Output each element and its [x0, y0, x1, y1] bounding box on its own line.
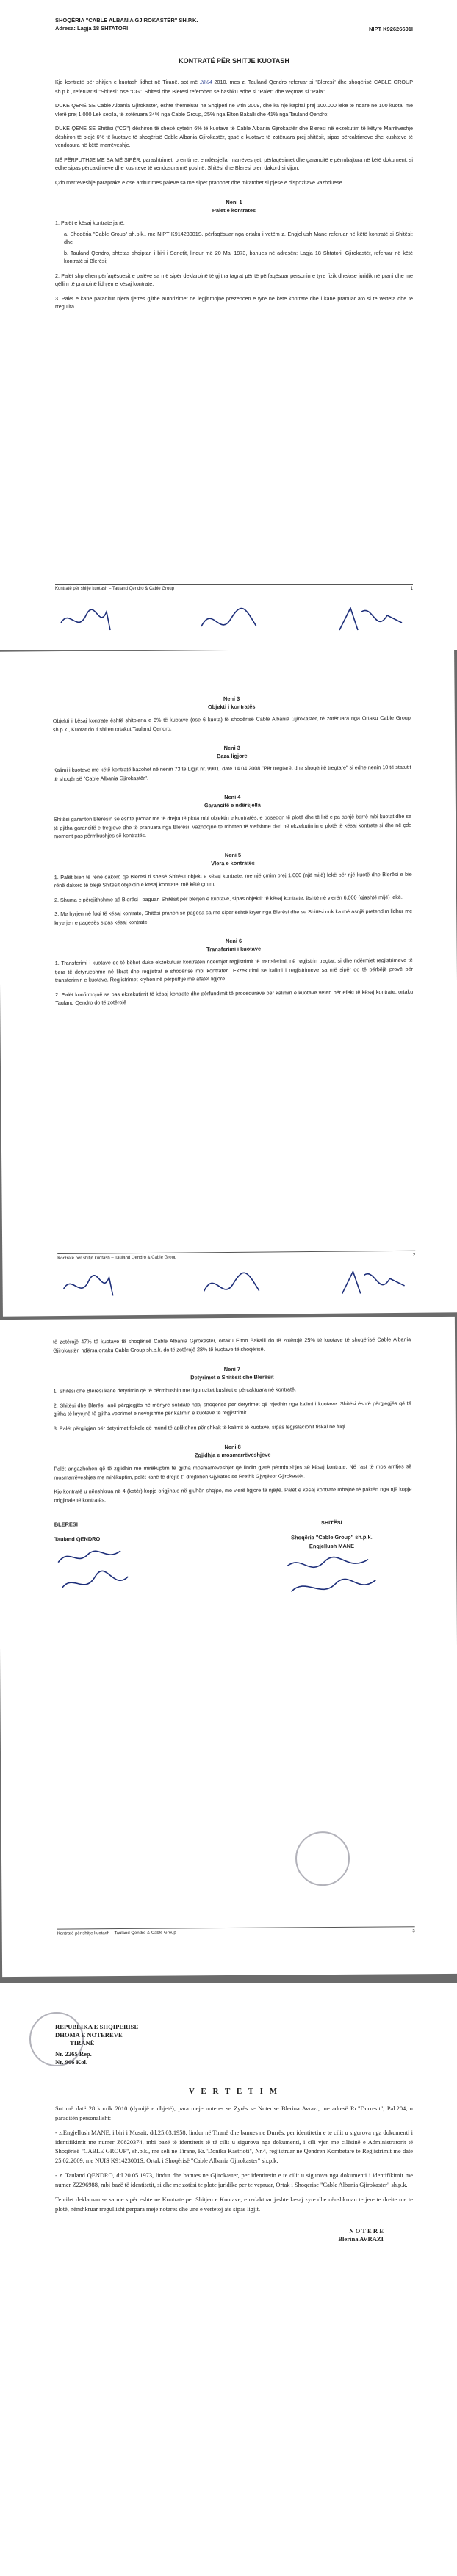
article-1-item-b: b. Tauland Qendro, shtetas shqiptar, i biri i Senetit, lindur më 20 Maj 1973, banues në adresën: Lagja 18 Shtatori, Gjirokastër, referuar në këtë kontratë si Blerësi; — [64, 249, 413, 264]
article-1-intro: 1. Palët e kësaj kontrate janë: — [55, 220, 125, 226]
intro-paragraph: Kjo kontratë për shitjen e kuotash lidhet në Tiranë, sot më 28.04 2010, mes z. Tauland Qendro referuar si "Bleresi" dhe shoqërisë CABLE GROUP sh.p.k., referuar si "Shitësi" ose "CG". Shitësi dhe Bleresi referohen së bashku edhe si "Palët" dhe veçmas si "Pala". — [55, 79, 414, 95]
article-7-item-2: 2. Shitësi dhe Blerësi janë përgjegjës në mënyrë solidale ndaj shoqërisë për detyrimet që rrjedhin nga kalimi i kuotave. Shitësi është përgjegjës që të gjitha të kryejnë të gjitha veprimet e nevojshme për kalimin e kuotave të regjistrimit. — [53, 1399, 411, 1417]
page-footer: Kontratë për shitje kuotash – Tauland Qendro & Cable Group 1 — [55, 584, 413, 591]
article-1-item-3: 3. Palët e kanë paraqitur njëra tjetrës gjithë autorizimet që legjitimojnë prezencën e tyre në këtë kontratë dhe i kanë pranuar ato si të vërteta dhe të rregullta. — [55, 294, 413, 310]
seller-signature-icon — [281, 1551, 384, 1610]
article-1-item-2: 2. Palët shprehen përfaqësuesit e palëve sa më sipër deklarojnë të gjitha tagrat për të përfaqësuar personin e tyre fizik dhe/ose juridik në prani dhe me qëllim të pranojnë lidhjen e kësaj kontrate. — [55, 272, 413, 287]
article-4-text: Shitësi garanton Blerësin se është pronar me të drejta të plota mbi objektin e kontratës, e posedon të plotë dhe të lirë e pa asnjë barrë mbi kuotat dhe se të gjitha garancitë e tregjeve dhe të pranuara nga Blerësi, vazhdojnë të mbeten të vlefshme deri në ekzekutimin e plotë të kësaj kontrate si dhe në çdo moment pas përmbushjes së kontratës. — [54, 812, 412, 840]
article-7-item-3: 3. Palët përgjigjen për detyrimet fiskale që mund të aplikohen për shkak të kalimit të kuotave, sipas legjislacionit fiskal në fuqi. — [53, 1422, 347, 1432]
article-8-heading: Neni 8 Zgjidhja e mosmarrëveshjeve — [194, 1443, 271, 1459]
signature-block — [54, 1518, 413, 1614]
signature-initial-icon — [334, 1264, 415, 1305]
article-7-heading: Neni 7 Detyrimet e Shitësit dhe Blerësit — [190, 1365, 274, 1381]
buyer-label: BLERËSI — [54, 1521, 78, 1528]
article-3b-heading: Neni 3 Baza ligjore — [217, 744, 248, 760]
article-6-item-1: 1. Transferimi i kuotave do të bëhet duke ekzekutuar kontratën ndërmjet regjistrimit të transferimit në regjistrin tregtar, si dhe ndërmjet regjistrimeve të tjera të detyrueshme në librat dhe regjistrat e shoqërisë mbi kontratën. Ekzekutimi se kalimi i regjistrimeve sa më sipër do të përbëjë provë për transferimin e kuotave. Regjistrimet kryhen në përputhje me afatet ligjore. — [54, 956, 413, 984]
notary-certificate-page — [0, 1983, 457, 2576]
initials-row — [57, 1264, 415, 1307]
article-4-heading: Neni 4 Garancitë e ndërsjella — [204, 793, 261, 809]
article-1-heading: Neni 1 Palët e kontratës — [212, 199, 256, 214]
signature-initial-icon — [332, 601, 413, 641]
contract-page-1 — [0, 0, 457, 650]
company-address: Adresa: Lagja 18 SHTATORI — [55, 25, 129, 32]
page-footer: Kontratë për shitje kuotash – Tauland Qendro & Cable Group 2 — [57, 1251, 415, 1261]
ownership-continuation: të zotërojë 47% të kuotave të shoqërisë Cable Albania Gjirokastër, ortaku Elton Bakalli do të zotërojë 25% të kuotave të shoqërisë Cable Albania Gjirokastër, ndërsa ortaku Cable Group sh.p.k. do të zotërojë 28% të kuotave të shoqërisë. — [53, 1336, 411, 1354]
recital-2: DUKE QENË SE Shitësi ("CG") dëshiron të shesë qytetin 6% të kuotave të Cable Albania Gjirokastër dhe Bleresi në ekzekutim të këtyre Marrëveshje dëshiron të blejë 6% të kuotave të shoqërisë Cable Albania Gjirokastër, qasë e kuotave të zotëruara prej shitësit, sipas përcaktimeve dhe kushteve të vendosura në këtë marrëveshje. — [55, 125, 413, 148]
signature-initial-icon — [57, 1266, 138, 1307]
contract-title: KONTRATË PËR SHITJE KUOTASH — [179, 57, 289, 65]
article-6-heading: Neni 6 Transferimi i kuotave — [206, 937, 262, 953]
article-6-item-2: 2. Palët konfirmojnë se pas ekzekutimit të kësaj kontrate dhe përfundimit të procedurave për kalimin e kuotave veten për efekt të kësaj kontrate, ortaku Tauland Qendro do të zotërojë — [55, 988, 414, 1007]
article-8-text: Palët angazhohen që të zgjidhin me mirëkuptim të gjitha mosmarrëveshjet që lindin gjatë përmbushjes së kësaj kontrate. Në rast të mos arritjes së mosmarrëveshjes me mirëkuptim, palët kanë të drejtë t'i drejtohen Gjykatës së Rrethit Gjyqësor Gjirokastër. — [54, 1463, 412, 1481]
certificate-text-2: - z.Engjellush MANE, i biri i Musait, dtl.25.03.1958, lindur në Tiranë dhe banues ne Durrës, per identitetin e te cilit u sigurova nga dokumenti i identifikimit me numer Z0820374, mbi bazë të identitetit të të cilit u sigurova nga dokumenti, i cili vjen me cilësinë e Administratorit të Shoqërisë "CABLE GROUP", sh.p.k., me seli ne Tirane, Rr."Donika Kastrioti", Nr.4, regjistruar ne Qendren Kombetare te Regjistrimit me date 25.02.2009, me NUIS K91423001S, Ortak i Shoqërisë "Cable Albania Gjirokaster" sh.p.k. — [55, 2130, 413, 2164]
certificate-text-4: Te cilet deklaruan se sa me sipër eshte ne Kontrate per Shitjen e Kuotave, e redaktuar jashte kesaj zyre dhe nënshkruan te jere te dreite me te plotë, nënshkruar rregullisht perpara meje noteres dhe une e vertetoj ate sipas ligjit. — [55, 2196, 413, 2213]
article-3-heading: Neni 3 Objekti i kontratës — [207, 695, 256, 711]
handwritten-date: 28.04 — [200, 79, 212, 85]
article-7-item-1: 1. Shitësi dhe Blerësi kanë detyrimin që të përmbushin me rigorozitet kushtet e përcaktuara në kontratë. — [53, 1386, 296, 1394]
signature-initial-icon — [194, 601, 275, 641]
article-1-item-a: a. Shoqëria "Cable Group" sh.p.k., me NIPT K91423001S, përfaqësuar nga ortaku i vetëm z. Engjellush Mane referuar në këtë kontratë si Shitësi; dhe — [64, 230, 413, 245]
notary-signature-block: N O T E R E Blerina AVRAZI — [338, 2227, 384, 2243]
article-3-text: Objekti i kësaj kontrate është shitblerja e 6% të kuotave (ose 6 kuota) të shoqërisë Cable Albania Gjirokastër, të zotëruara nga Ortaku Cable Group sh.p.k., Kuotat do ti shiten ortakut Tauland Qendro. — [52, 714, 411, 733]
recital-3: NË PËRPUTHJE ME SA MË SIPËR, parashtrimet, premtimet e ndërsjella, marrëveshjet, përfaqësimet dhe garancitë e përmbajtura në këtë dokument, si edhe sipas përcaktimeve dhe kushteve të vendosura më poshtë, Shitësi dhe Bleresi bien dakord si vijon: — [55, 156, 413, 171]
certificate-text-3: - z. Tauland QENDRO, dtl.20.05.1973, lindur dhe banues ne Gjirokaster, per identitetin e te cilit u sigurova nga dokumenti i identifikimit me numer Z2296988, mbi bazë të identitetit, si dhe me zotësi te plote juridike per te vepruar, Ortak i Shoqerise "Cable Albania Gjirokaster" sh.p.k. — [55, 2172, 413, 2188]
signature-initial-icon — [196, 1265, 277, 1306]
seller-representative: Engjellush MANE — [309, 1542, 355, 1550]
certificate-text-1: Sot më datë 28 korrik 2010 (dymijë e dhjetë), para meje noteres se Zyrës se Noterise Blerina Avrazi, me adresë Rr."Durresit", Pal.204, u paraqitën personalisht: — [55, 2105, 413, 2121]
recital-4: Çdo marrëveshje paraprake e ose arritur mes palëve sa më sipër pranohet dhe miratohet si pjesë e dispozitave vazhduese. — [55, 178, 344, 186]
page-footer: Kontratë për shitje kuotash – Tauland Qendro & Cable Group 3 — [57, 1926, 415, 1936]
signature-initial-icon — [55, 601, 136, 641]
buyer-name: Tauland QENDRO — [54, 1535, 101, 1543]
buyer-signature-icon — [54, 1544, 143, 1603]
seller-label: SHITËSI — [320, 1519, 342, 1527]
article-5-item-2: 2. Shuma e përgjithshme që Blerësi i paguan Shitësit për blerjen e kuotave, sipas objektit të kësaj kontrate, është në vlerën 6.000 (gjashtë mijë) lekë. — [54, 893, 403, 903]
notary-header: REPUBLIKA E SHQIPERISE DHOMA E NOTEREVE TIRANË Nr. 2265 Rep. Nr. 966 Kol. — [55, 2023, 139, 2066]
company-header — [55, 16, 413, 35]
article-3b-text: Kalimi i kuotave me këtë kontratë bazohet në nenin 73 të Ligjit nr. 9901, date 14.04.2008 "Për tregtarët dhe shoqëritë tregtare" si edhe nenin 10 të statutit të shoqërisë "Cable Albania Gjirokastër". — [53, 763, 411, 782]
company-nipt: NIPT K92626601I — [368, 26, 413, 32]
company-stamp-icon — [295, 1831, 350, 1886]
recital-1: DUKE QENË SE Cable Albania Gjirokastër, është themeluar në Shqipëri në vitin 2009, dhe ka një kapital prej 100.000 lekë të ndarë në 100 kuota, me vlerë prej 1.000 Lek secila, të zotëruara 34% nga Cable Group, 25% nga Elton Bakalli dhe 41% nga Tauland Qendro; — [55, 102, 413, 117]
article-5-item-3: 3. Me hyrjen në fuqi të kësaj kontrate, Shitësi pranon se pagesa sa më sipër është kryer nga Blerësi dhe se Shitësi nuk ka më asnjë pretendim lidhur me kryerjen e pagesës sipas kësaj kontrate. — [54, 907, 413, 926]
certificate-heading: V E R T E T I M — [188, 2087, 280, 2096]
final-clause: Kjo kontratë u nënshkrua në 4 (katër) kopje origjinale në gjuhën shqipe, me vlerë ligjore të njëjtë. Palët e kësaj kontrate mbajnë të paktën nga një kopje origjinale të kontratës. — [54, 1486, 412, 1504]
article-5-heading: Neni 5 Vlera e kontratës — [211, 851, 255, 866]
notary-stamp-icon — [29, 2012, 84, 2066]
seller-company: Shoqëria "Cable Group" sh.p.k. — [291, 1533, 373, 1541]
contract-page-2 — [0, 648, 457, 1316]
initials-row — [55, 601, 413, 641]
company-name: SHOQËRIA "CABLE ALBANIA GJIROKASTËR" SH.P.K. — [55, 17, 198, 23]
contract-page-3 — [0, 1317, 457, 1977]
article-5-item-1: 1. Palët bien të rënë dakord që Blerësi ti shesë Shitësit objekt e kësaj kontrate, me një çmim prej 1.000 (një mijë) lekë për një kuotë dhe Blerësi e bie rënë dakord të blejë Shitësit objektin e kësaj kontrate, më këtë çmim. — [54, 870, 412, 889]
